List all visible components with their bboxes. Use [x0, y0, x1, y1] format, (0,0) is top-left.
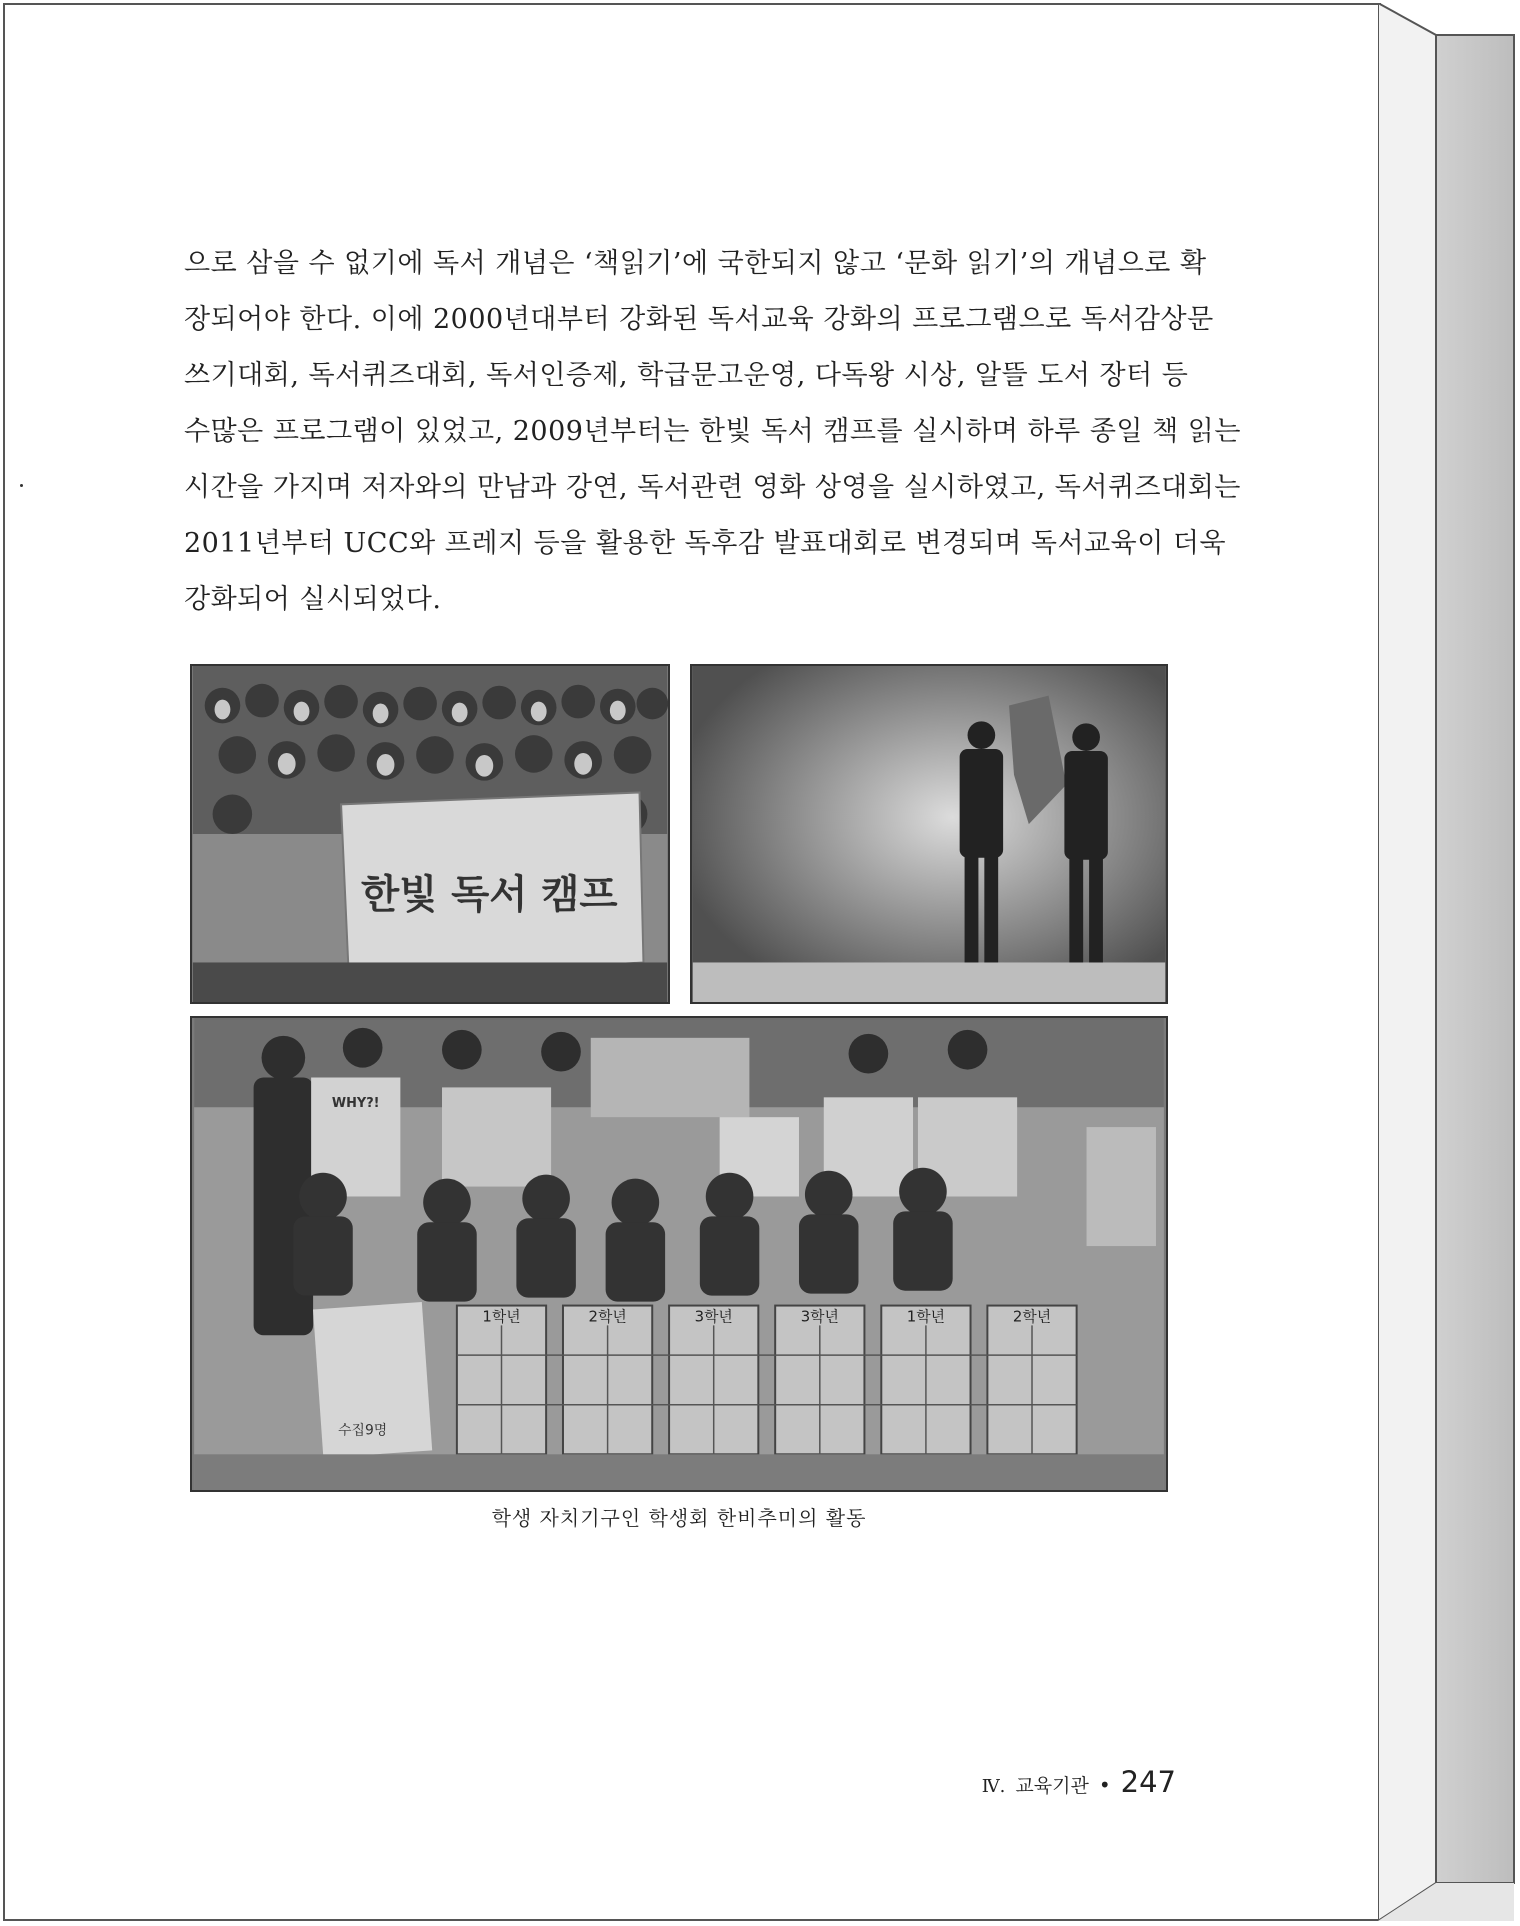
photo-stage-image: [692, 666, 1166, 1002]
body-line: 쓰기대회, 독서퀴즈대회, 독서인증제, 학급문고운영, 다독왕 시상, 알뜰 도서 장터 등: [184, 360, 1189, 391]
photo-reading-camp-group: [190, 664, 670, 1004]
body-line: 장되어야 한다. 이에 2000년대부터 강화된 독서교육 강화의 프로그램으로 독서감상문: [184, 304, 1214, 335]
box-label: 3학년: [800, 1307, 839, 1326]
poster-text: WHY?!: [331, 1096, 380, 1112]
photo-student-council: [190, 1016, 1168, 1492]
body-line: 수많은 프로그램이 있었고, 2009년부터는 한빛 독서 캠프를 실시하며 하루 종일 책 읽는: [184, 416, 1241, 447]
page-edge: [1378, 3, 1518, 1921]
box-label: 1학년: [906, 1307, 945, 1326]
footer-bullet: •: [1098, 1773, 1111, 1797]
box-label: 1학년: [482, 1307, 521, 1326]
body-paragraph: [184, 236, 1241, 628]
book-text: 수집9명: [338, 1422, 388, 1439]
photo-caption: 학생 자치기구인 학생회 한비추미의 활동: [491, 1506, 867, 1530]
photo-student-council-image: [192, 1018, 1166, 1490]
photo-reading-camp-image: [192, 666, 668, 1002]
body-line: 2011년부터 UCC와 프레지 등을 활용한 독후감 발표대회로 변경되며 독서교육이 더욱: [184, 528, 1227, 559]
body-line: 시간을 가지며 저자와의 만남과 강연, 독서관련 영화 상영을 실시하였고, 독서퀴즈대회는: [184, 472, 1241, 503]
box-label: 2학년: [588, 1307, 627, 1326]
footer-section: 교육기관: [1015, 1775, 1089, 1797]
photo-stage-presentation: [690, 664, 1168, 1004]
scan-speck: [20, 484, 23, 487]
page-number: 247: [1120, 1765, 1176, 1799]
body-line: 강화되어 실시되었다.: [184, 584, 442, 615]
footer-chapter: Ⅳ.: [981, 1776, 1006, 1797]
banner-text: 한빛 독서 캠프: [361, 872, 618, 919]
box-label: 3학년: [694, 1307, 733, 1326]
box-label: 2학년: [1012, 1307, 1052, 1326]
body-line: 으로 삼을 수 없기에 독서 개념은 ‘책읽기’에 국한되지 않고 ‘문화 읽기’의 개념으로 확: [184, 248, 1207, 279]
page-footer: [982, 1765, 1176, 1799]
